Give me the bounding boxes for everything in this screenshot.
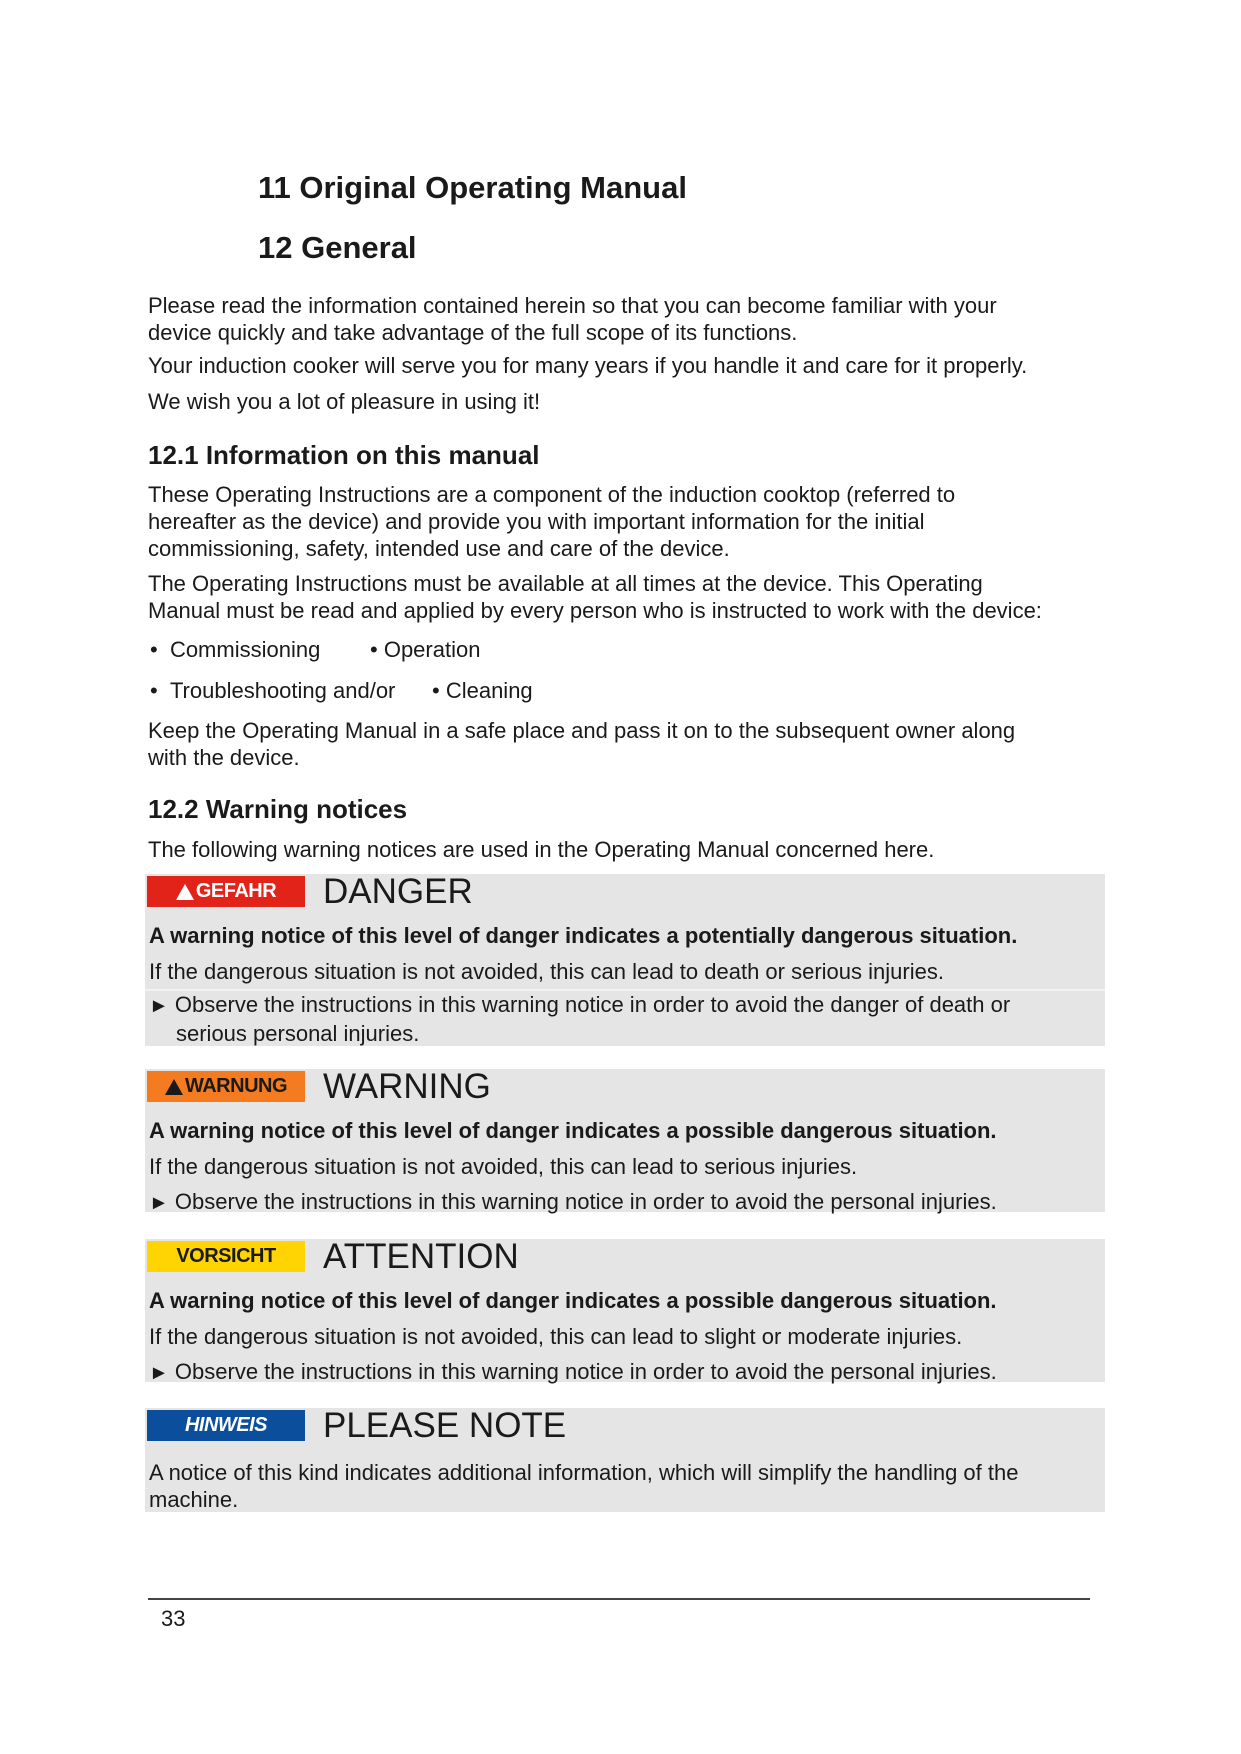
bullet-label: Operation <box>383 637 481 662</box>
bullet-icon: • <box>370 637 378 662</box>
notice-text: If the dangerous situation is not avoided, this can lead to serious injuries. <box>149 1154 858 1179</box>
badge-warnung <box>147 1071 305 1102</box>
badge-vorsicht <box>147 1241 305 1272</box>
text-line: with the device. <box>148 745 300 770</box>
badge-label: WARNUNG <box>184 1075 288 1097</box>
bullet-item <box>150 678 395 704</box>
warning-notices-intro: The following warning notices are used in the Operating Manual concerned here. <box>148 837 935 862</box>
warning-triangle-icon <box>176 884 194 900</box>
notice-instruction <box>149 1188 1099 1217</box>
general-paragraph-3: We wish you a lot of pleasure in using it! <box>148 389 541 414</box>
text-line: serious personal injuries. <box>176 1021 420 1046</box>
bullet-icon: • <box>432 678 440 703</box>
badge-label: GEFAHR <box>195 880 277 902</box>
heading-general: 12 General <box>258 230 417 265</box>
notice-bold-text: A warning notice of this level of danger indicates a possible dangerous situation. <box>149 1288 997 1313</box>
information-paragraph-2 <box>148 570 1108 624</box>
bullet-item <box>432 678 533 704</box>
text-line: A notice of this kind indicates additional information, which will simplify the handling of the <box>149 1460 1019 1485</box>
notice-bold-text: A warning notice of this level of danger indicates a possible dangerous situation. <box>149 1118 997 1143</box>
notice-title: DANGER <box>323 872 473 911</box>
text-line: These Operating Instructions are a component of the induction cooktop (referred to <box>148 482 956 507</box>
notice-title: WARNING <box>323 1067 491 1106</box>
text-line: device quickly and take advantage of the full scope of its functions. <box>148 320 798 345</box>
notice-warning <box>145 1069 1105 1212</box>
notice-bold-text: A warning notice of this level of danger indicates a potentially dangerous situation. <box>149 923 1018 948</box>
notice-instruction <box>149 991 1099 1047</box>
badge-hinweis <box>147 1410 305 1441</box>
text-line: Keep the Operating Manual in a safe place and pass it on to the subsequent owner along <box>148 718 1016 743</box>
text-line: Observe the instructions in this warning notice in order to avoid the personal injuries. <box>174 1189 997 1214</box>
heading-original-operating-manual: 11 Original Operating Manual <box>258 170 687 205</box>
notice-title: ATTENTION <box>323 1237 519 1276</box>
notice-please-note <box>145 1408 1105 1512</box>
notice-danger <box>145 874 1105 1046</box>
notice-text <box>149 1459 1099 1513</box>
text-line: machine. <box>149 1487 239 1512</box>
general-paragraph-2: Your induction cooker will serve you for many years if you handle it and care for it properly. <box>148 353 1028 378</box>
bullet-icon: • <box>150 678 158 703</box>
notice-title: PLEASE NOTE <box>323 1406 567 1445</box>
bullet-item <box>370 637 480 663</box>
badge-label: VORSICHT <box>176 1245 276 1267</box>
bullet-icon: • <box>150 637 158 662</box>
notice-text: If the dangerous situation is not avoided, this can lead to slight or moderate injuries. <box>149 1324 963 1349</box>
badge-gefahr <box>147 876 305 907</box>
notice-attention <box>145 1239 1105 1382</box>
arrow-right-icon: ► <box>149 1192 169 1214</box>
text-line: The Operating Instructions must be available at all times at the device. This Operating <box>148 571 983 596</box>
arrow-right-icon: ► <box>149 995 169 1017</box>
bullet-label: Troubleshooting and/or <box>169 678 396 703</box>
section-title-warning-notices: 12.2 Warning notices <box>148 794 408 824</box>
text-line: Observe the instructions in this warning notice in order to avoid the personal injuries. <box>174 1359 997 1384</box>
text-line: Please read the information contained herein so that you can become familiar with your <box>148 293 997 318</box>
information-paragraph-3 <box>148 717 1108 771</box>
badge-label: HINWEIS <box>184 1414 268 1436</box>
section-title-information: 12.1 Information on this manual <box>148 440 540 470</box>
bullet-item <box>150 637 320 663</box>
warning-triangle-icon <box>165 1079 183 1095</box>
text-line: Manual must be read and applied by every person who is instructed to work with the device: <box>148 598 1042 623</box>
arrow-right-icon: ► <box>149 1362 169 1384</box>
bullet-label: Commissioning <box>169 637 321 662</box>
text-line: commissioning, safety, intended use and care of the device. <box>148 536 730 561</box>
notice-text: If the dangerous situation is not avoided, this can lead to death or serious injuries. <box>149 959 944 984</box>
page-number: 33 <box>161 1606 186 1631</box>
text-line: Observe the instructions in this warning notice in order to avoid the danger of death or <box>174 992 1011 1017</box>
bullet-label: Cleaning <box>445 678 533 703</box>
text-line: hereafter as the device) and provide you with important information for the initial <box>148 509 925 534</box>
information-paragraph-1 <box>148 481 1108 562</box>
general-paragraph-1 <box>148 292 1108 346</box>
notice-instruction <box>149 1358 1099 1387</box>
footer-rule <box>148 1598 1090 1600</box>
